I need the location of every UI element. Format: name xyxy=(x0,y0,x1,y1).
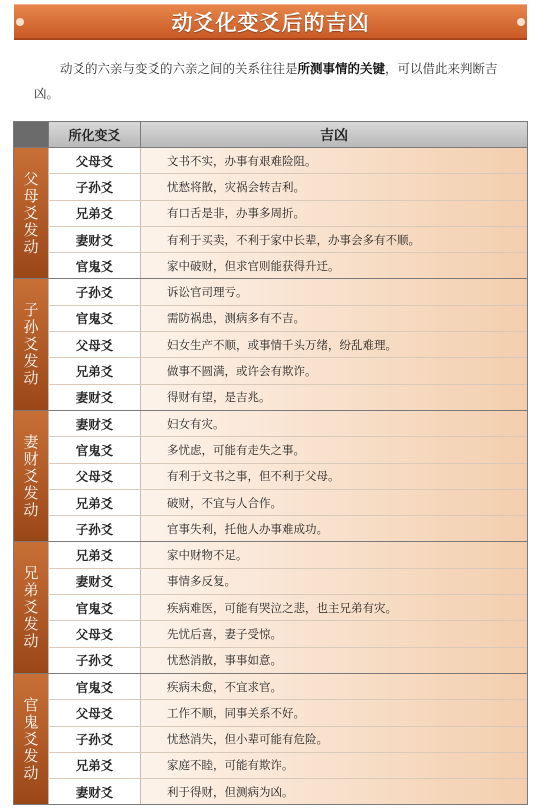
change-cell: 父母爻 xyxy=(48,464,140,489)
fortune-cell: 疾病难医，可能有哭泣之悲，也主兄弟有灾。 xyxy=(140,595,527,620)
group-label-text: 子孙爻发动 xyxy=(21,302,40,388)
fortune-cell: 妇女生产不顺，或事情千头万绪，纷乱难理。 xyxy=(140,332,527,357)
change-cell: 官鬼爻 xyxy=(48,595,140,620)
fortune-cell: 家中财物不足。 xyxy=(140,542,527,567)
change-cell: 妻财爻 xyxy=(48,411,140,436)
table-row xyxy=(48,621,527,647)
group-rows xyxy=(48,148,527,278)
page-title: 动爻化变爻后的吉凶 xyxy=(171,10,370,35)
intro-text-2: ，可以借此来判断吉凶。 xyxy=(34,61,498,101)
table-row xyxy=(48,490,527,516)
table-row xyxy=(48,464,527,490)
group-rows xyxy=(48,411,527,541)
change-cell: 兄弟爻 xyxy=(48,358,140,383)
intro-paragraph xyxy=(34,56,504,106)
header-change: 所化变爻 xyxy=(48,122,140,147)
table-row xyxy=(48,516,527,541)
change-cell: 父母爻 xyxy=(48,332,140,357)
header-blank-cell xyxy=(14,122,48,147)
fortune-cell: 有利于文书之事，但不利于父母。 xyxy=(140,464,527,489)
table-row xyxy=(48,674,527,700)
group-label-text: 兄弟爻发动 xyxy=(21,565,40,651)
change-cell: 官鬼爻 xyxy=(48,306,140,331)
group-label xyxy=(14,411,48,541)
table-row xyxy=(48,306,527,332)
table-row xyxy=(48,227,527,253)
change-cell: 父母爻 xyxy=(48,700,140,725)
table-row xyxy=(48,595,527,621)
right-ornament xyxy=(517,18,525,26)
table-row xyxy=(48,201,527,227)
table-header xyxy=(14,122,527,147)
table-group xyxy=(14,278,527,409)
group-label xyxy=(14,148,48,278)
table-row xyxy=(48,148,527,174)
change-cell: 官鬼爻 xyxy=(48,437,140,462)
table-row xyxy=(48,648,527,673)
group-label xyxy=(14,542,48,672)
fortune-cell: 做事不圆满，或许会有欺诈。 xyxy=(140,358,527,383)
fortune-cell: 家庭不睦，可能有欺诈。 xyxy=(140,753,527,778)
intro-emphasis: 所测事情的关键 xyxy=(297,61,386,76)
intro-text-1: 动爻的六亲与变爻的六亲之间的关系往往是 xyxy=(60,61,298,76)
change-cell: 兄弟爻 xyxy=(48,753,140,778)
table-row xyxy=(48,174,527,200)
group-label xyxy=(14,674,48,804)
fortune-cell: 忧愁消散，事事如意。 xyxy=(140,648,527,673)
table-row xyxy=(48,253,527,278)
fortune-cell: 得财有望，是吉兆。 xyxy=(140,385,527,410)
fortune-cell: 文书不实，办事有艰难险阻。 xyxy=(140,148,527,173)
fortune-cell: 事情多反复。 xyxy=(140,569,527,594)
table-row xyxy=(48,569,527,595)
table-row xyxy=(48,700,527,726)
change-cell: 兄弟爻 xyxy=(48,542,140,567)
fortune-cell: 先忧后喜，妻子受惊。 xyxy=(140,621,527,646)
header-fortune: 吉凶 xyxy=(140,122,527,147)
fortune-cell: 疾病未愈，不宜求官。 xyxy=(140,674,527,699)
change-cell: 子孙爻 xyxy=(48,648,140,673)
fortune-cell: 忧愁将散，灾祸会转吉利。 xyxy=(140,174,527,199)
change-cell: 子孙爻 xyxy=(48,727,140,752)
change-cell: 子孙爻 xyxy=(48,279,140,304)
table-row xyxy=(48,542,527,568)
table-group xyxy=(14,541,527,672)
group-rows xyxy=(48,542,527,672)
change-cell: 妻财爻 xyxy=(48,569,140,594)
fortune-cell: 利于得财，但测病为凶。 xyxy=(140,779,527,804)
fortune-cell: 有利于买卖，不利于家中长辈，办事会多有不顺。 xyxy=(140,227,527,252)
table-row xyxy=(48,411,527,437)
fortune-table xyxy=(13,121,528,805)
change-cell: 妻财爻 xyxy=(48,779,140,804)
table-row xyxy=(48,385,527,410)
group-rows xyxy=(48,279,527,409)
change-cell: 父母爻 xyxy=(48,148,140,173)
group-label-text: 妻财爻发动 xyxy=(21,433,40,519)
table-row xyxy=(48,727,527,753)
change-cell: 官鬼爻 xyxy=(48,253,140,278)
change-cell: 妻财爻 xyxy=(48,385,140,410)
table-row xyxy=(48,358,527,384)
change-cell: 子孙爻 xyxy=(48,174,140,199)
table-row xyxy=(48,279,527,305)
table-row xyxy=(48,779,527,804)
fortune-cell: 工作不顺，同事关系不好。 xyxy=(140,700,527,725)
change-cell: 妻财爻 xyxy=(48,227,140,252)
fortune-cell: 忧愁消失，但小辈可能有危险。 xyxy=(140,727,527,752)
table-body xyxy=(14,147,527,804)
change-cell: 兄弟爻 xyxy=(48,201,140,226)
fortune-cell: 家中破财，但求官则能获得升迁。 xyxy=(140,253,527,278)
fortune-cell: 多忧虑，可能有走失之事。 xyxy=(140,437,527,462)
group-label xyxy=(14,279,48,409)
change-cell: 父母爻 xyxy=(48,621,140,646)
title-banner xyxy=(14,4,527,40)
table-group xyxy=(14,147,527,278)
left-ornament xyxy=(16,18,24,26)
group-label-text: 父母爻发动 xyxy=(21,170,40,256)
table-group xyxy=(14,673,527,804)
fortune-cell: 需防祸患，测病多有不吉。 xyxy=(140,306,527,331)
table-row xyxy=(48,753,527,779)
fortune-cell: 破财，不宜与人合作。 xyxy=(140,490,527,515)
change-cell: 子孙爻 xyxy=(48,516,140,541)
fortune-cell: 官事失利，托他人办事难成功。 xyxy=(140,516,527,541)
table-group xyxy=(14,410,527,541)
change-cell: 官鬼爻 xyxy=(48,674,140,699)
group-rows xyxy=(48,674,527,804)
group-label-text: 官鬼爻发动 xyxy=(21,696,40,782)
table-row xyxy=(48,332,527,358)
change-cell: 兄弟爻 xyxy=(48,490,140,515)
fortune-cell: 诉讼官司理亏。 xyxy=(140,279,527,304)
table-row xyxy=(48,437,527,463)
fortune-cell: 有口舌是非，办事多周折。 xyxy=(140,201,527,226)
fortune-cell: 妇女有灾。 xyxy=(140,411,527,436)
